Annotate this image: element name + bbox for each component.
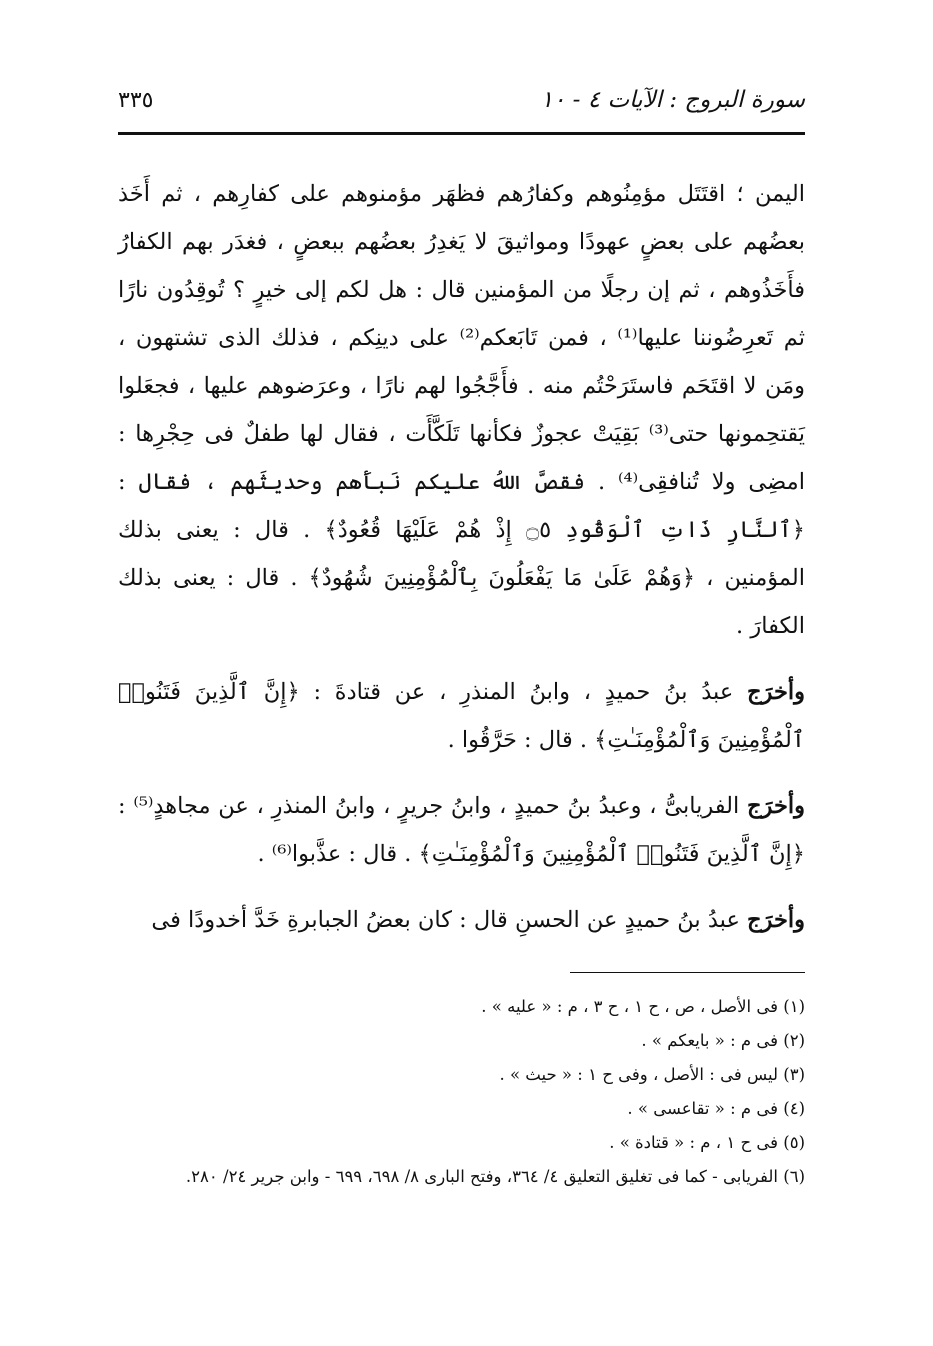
- page-number: ٣٣٥: [118, 87, 154, 113]
- footnote-divider: [570, 972, 805, 973]
- footnote-5: (٥) فى ح ١ ، م : « قتادة » .: [609, 1133, 805, 1152]
- footnote-6: (٦) الفريابى - كما فى تغليق التعليق ٤/ ٣٦٤، وفتح البارى ٨/ ٦٩٨، ٦٩٩ - وابن جرير ٢٤/ ٢٨٠.: [185, 1167, 805, 1186]
- header-divider: [118, 132, 805, 135]
- footnote-4: (٤) فى م : « تقاعسى » .: [627, 1099, 805, 1118]
- footnote-2: (٢) فى م : « بايعكم » .: [641, 1031, 805, 1050]
- paragraph-3-text: الفريابىُّ ، وعبدُ بنُ حميدٍ ، وابنُ جريرٍ ، وابنُ المنذرِ ، عن مجاهدٍ⁽⁵⁾ : ﴿إِنَّ ٱلَّذِينَ فَتَنُوا۟ ٱلْمُؤْمِنِينَ وَٱلْمُؤْمِنَـٰتِ﴾ . قال : عذَّبوا⁽⁶⁾ .: [118, 793, 805, 867]
- paragraph-2-text: عبدُ بنُ حميدٍ ، وابنُ المنذرِ ، عن قتادةَ : ﴿إِنَّ ٱلَّذِينَ فَتَنُوا۟ ٱلْمُؤْمِنِينَ وَٱلْمُؤْمِنَـٰتِ﴾ . قال : حَرَّقُوا .: [118, 679, 805, 753]
- paragraph-1: اليمن ؛ اقتَتَل مؤمِنُوهم وكفارُهم فظهَر مؤمنوهم على كفارِهم ، ثم أَخَذ بعضُهم على بعضٍ عهودًا ومواثيقَ لا يَغدِرُ بعضُهم ببعضٍ ، فغدَر بهم الكفارُ فأَخَذُوهم ، ثم إن رجلًا من المؤمنين قال : هل لكم إلى خيرٍ ؟ تُوقِدُون نارًا ثم تَعرِضُوننا عليها⁽¹⁾ ، فمن تَابَعكم⁽²⁾ على دينِكم ، فذلك الذى تشتهون ، ومَن لا اقتَحَم فاستَرَحْتُم منه . فأَجَّجُوا لهم نارًا ، وعرَضوهم عليها ، فجعَلوا يَقتحِمونها حتى⁽³⁾ بَقِيَتْ عجوزٌ فكأنها تَلَكَّأَت ، فقال لها طفلٌ فى حِجْرِها : امضِى ولا تُنافقِى⁽⁴⁾ . فقصَّ اللهُ عليكم نَبأَهم وحديثَهم ، فقال : ﴿ٱلنَّارِ ذَاتِ ٱلْوَقُودِ ۝٥ إِذْ هُمْ عَلَيْهَا قُعُودٌ﴾ . قال : يعنى بذلك المؤمنين ، ﴿وَهُمْ عَلَىٰ مَا يَفْعَلُونَ بِٱلْمُؤْمِنِينَ شُهُودٌ﴾ . قال : يعنى بذلك الكفارَ .: [118, 181, 806, 639]
- main-text: [118, 170, 805, 944]
- footnote-3: (٣) ليس فى : الأصل ، وفى ح ١ : « حيث » .: [499, 1065, 805, 1084]
- paragraph-3-lead: وأخرَج: [747, 793, 805, 819]
- paragraph-2-lead: وأخرَج: [747, 679, 805, 705]
- paragraph-4: [118, 896, 805, 944]
- paragraph-4-lead: وأخرَج: [747, 907, 805, 933]
- paragraph-4-text: عبدُ بنُ حميدٍ عن الحسنِ قال : كان بعضُ الجبابرةِ خَدَّ أخدودًا فى: [151, 907, 748, 933]
- page-header: [118, 80, 805, 120]
- running-title: سورة البروج : الآيات ٤ - ١٠: [540, 87, 805, 113]
- footnote-1: (١) فى الأصل ، ص ، ح ١ ، ح ٣ ، م : « عليه » .: [481, 997, 805, 1016]
- footnotes: [118, 990, 805, 1194]
- paragraph-3: [118, 782, 805, 878]
- paragraph-2: [118, 668, 805, 764]
